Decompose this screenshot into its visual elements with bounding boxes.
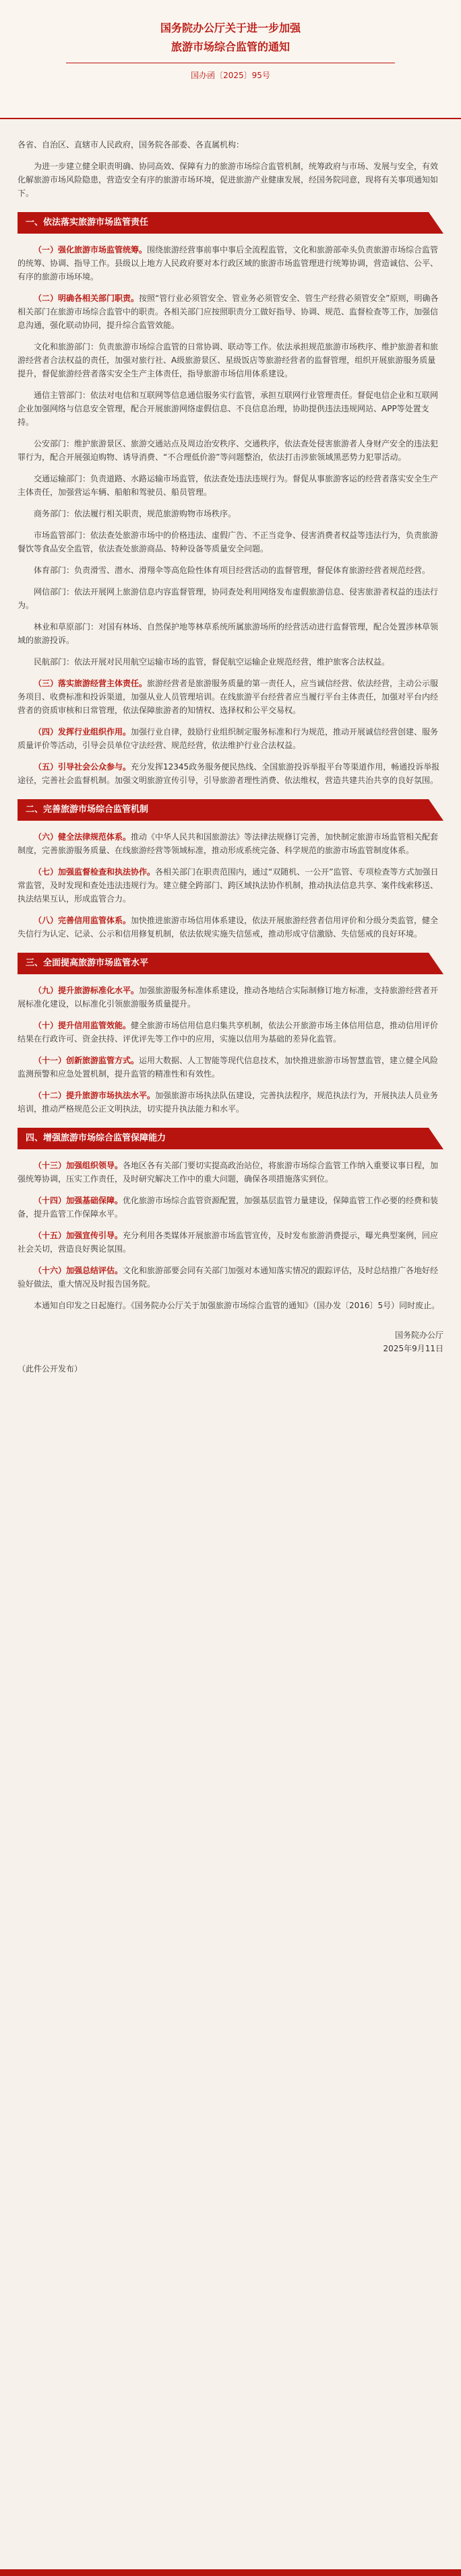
paragraph-text: 充分利用各类媒体开展旅游市场监管宣传，及时发布旅游消费提示，曝光典型案例，回应社会关切，营造良好舆论氛围。 (18, 1231, 439, 1254)
paragraph-lead: （十二）提升旅游市场执法水平。 (34, 1091, 156, 1100)
section-paragraph (18, 1019, 443, 1046)
section-paragraph (18, 914, 443, 941)
section-heading (18, 1128, 443, 1149)
paragraph-text: 文化和旅游部要会同有关部门加强对本通知落实情况的跟踪评估，及时总结推广各地好经验好做法，重大情况及时报告国务院。 (18, 1266, 439, 1289)
section-paragraph (18, 760, 443, 787)
paragraph-text: 加快推进旅游市场信用体系建设，依法开展旅游经营者信用评价和分级分类监管，健全失信行为认定、记录、公示和信用修复机制，依法依规实施失信惩戒，推动形成守信激励、失信惩戒的良好环境。 (18, 916, 439, 939)
paragraph-lead: （二）明确各相关部门职责。 (34, 294, 140, 303)
paragraph-lead: （十一）创新旅游监管方式。 (34, 1056, 140, 1065)
paragraph-text: 林业和草原部门：对国有林场、自然保护地等林草系统所属旅游场所的经营活动进行监督管理，配合处置涉林草领域的旅游投诉。 (18, 622, 439, 645)
section-title: 一、依法落实旅游市场监管责任 (26, 217, 149, 228)
addressee: 各省、自治区、直辖市人民政府，国务院各部委、各直属机构： (18, 140, 245, 149)
section-paragraph (18, 340, 443, 380)
paragraph-text: 网信部门：依法开展网上旅游信息内容监督管理，协同查处利用网络发布虚假旅游信息、侵害旅游者权益的违法行为。 (18, 587, 439, 610)
paragraph-text: 民航部门：依法开展对民用航空运输市场的监管，督促航空运输企业规范经营，维护旅客合法权益。 (34, 657, 390, 667)
paragraph-text: 充分发挥12345政务服务便民热线、全国旅游投诉举报平台等渠道作用，畅通投诉举报途径，完善社会监督机制。加强文明旅游宣传引导，引导旅游者理性消费、依法维权，营造共建共治共享的良好氛围。 (18, 762, 440, 785)
section-paragraph (18, 830, 443, 857)
paragraph-text: 加强行业自律，鼓励行业组织制定服务标准和行为规范，推动开展诚信经营创建、服务质量评价等活动，引导会员单位守法经营、规范经营，依法维护行业合法权益。 (18, 727, 439, 750)
paragraph-text: 旅游经营者是旅游服务质量的第一责任人，应当诚信经营、依法经营，主动公示服务项目、收费标准和投诉渠道，加强从业人员管理培训。在线旅游平台经营者应当履行平台主体责任，加强对平台内经营者的资质审核和日常管理，依法保障旅游者的知情权、选择权和公平交易权。 (18, 679, 439, 715)
document-title-line-2: 旅游市场综合监管的通知 (171, 40, 290, 53)
section-title: 三、全面提高旅游市场监管水平 (26, 958, 149, 968)
section-paragraph (18, 437, 443, 464)
section-paragraph (18, 1229, 443, 1256)
section-paragraph (18, 388, 443, 429)
intro-paragraph: 为进一步建立健全职责明确、协同高效、保障有力的旅游市场综合监管机制，统筹政府与市场、发展与安全，有效化解旅游市场风险隐患，营造安全有序的旅游市场环境，促进旅游产业健康发展，经国务院同意，现将有关事项通知如下。 (18, 162, 439, 198)
section-paragraph (18, 677, 443, 717)
paragraph-text: 交通运输部门：负责道路、水路运输市场监管，依法查处违法违规行为。督促从事旅游客运的经营者落实安全生产主体责任，加强营运车辆、船舶和驾驶员、船员管理。 (18, 474, 439, 497)
section-paragraph (18, 655, 443, 669)
section-corner-decoration (429, 212, 443, 234)
paragraph-lead: （十四）加强基础保障。 (34, 1196, 123, 1205)
paragraph-text: 商务部门：依法履行相关职责，规范旅游购物市场秩序。 (34, 509, 237, 518)
paragraph-lead: （一）强化旅游市场监管统筹。 (34, 245, 148, 255)
section-paragraph (18, 472, 443, 499)
paragraph-lead: （七）加强监督检查和执法协作。 (34, 867, 156, 877)
sections-container (18, 212, 443, 1291)
signature-block (18, 1328, 443, 1355)
paragraph-lead: （五）引导社会公众参与。 (34, 762, 131, 772)
document-header (0, 0, 461, 119)
section-paragraph (18, 564, 443, 577)
paragraph-text: 公安部门：维护旅游景区、旅游交通站点及周边治安秩序、交通秩序，依法查处侵害旅游者人身财产安全的违法犯罪行为，配合开展强迫购物、诱导消费、“不合理低价游”等问题整治，依法打击涉旅领域黑恶势力犯罪活动。 (18, 439, 439, 462)
signature-date: 2025年9月11日 (383, 1344, 443, 1353)
section-paragraph (18, 1054, 443, 1081)
section-corner-decoration (429, 799, 443, 821)
section-corner-decoration (429, 1128, 443, 1149)
section-paragraph (18, 1089, 443, 1116)
paragraph-lead: （四）发挥行业组织作用。 (34, 727, 131, 737)
section-paragraph (18, 725, 443, 752)
section-paragraph (18, 529, 443, 555)
paragraph-text: 优化旅游市场综合监管资源配置，加强基层监管力量建设，保障监管工作必要的经费和装备，提升监管工作保障水平。 (18, 1196, 439, 1219)
section-heading (18, 953, 443, 974)
paragraph-lead: （三）落实旅游经营主体责任。 (34, 679, 148, 688)
section-title: 四、增强旅游市场综合监管保障能力 (26, 1133, 166, 1143)
document-body (0, 119, 461, 1376)
paragraph-text: 推动《中华人民共和国旅游法》等法律法规修订完善，加快制定旅游市场监管相关配套制度，完善旅游服务质量、在线旅游经营等领域标准，推动形成系统完备、科学规范的旅游市场监管制度体系。 (18, 832, 439, 855)
paragraph-lead: （九）提升旅游标准化水平。 (34, 986, 140, 995)
paragraph-text: 运用大数据、人工智能等现代信息技术，加快推进旅游市场智慧监管，建立健全风险监测预警和应急处置机制，提升监管的精准性和有效性。 (18, 1056, 439, 1079)
section-paragraph (18, 1159, 443, 1186)
paragraph-text: 通信主管部门：依法对电信和互联网等信息通信服务实行监管，承担互联网行业管理责任。督促电信企业和互联网企业加强网络与信息安全管理，配合开展旅游网络虚假信息、不良信息治理，协助提供违法违规网站、APP等处置支持。 (18, 391, 439, 427)
bottom-divider (0, 2569, 461, 2576)
paragraph-lead: （十五）加强宣传引导。 (34, 1231, 123, 1240)
paragraph-lead: （十）提升信用监管效能。 (34, 1021, 131, 1030)
paragraph-text: 健全旅游市场信用信息归集共享机制，依法公开旅游市场主体信用信息，推动信用评价结果在行政许可、资金扶持、评优评先等工作中的应用，实施以信用为基础的差异化监管。 (18, 1021, 439, 1044)
section-paragraph (18, 865, 443, 906)
paragraph-text: 围绕旅游经营事前事中事后全流程监管，文化和旅游部牵头负责旅游市场综合监管的统筹、协调、指导工作。县级以上地方人民政府要对本行政区域的旅游市场监管理进行统筹协调，营造诚信、公平、有序的旅游市场环境。 (18, 245, 439, 281)
section-paragraph (18, 585, 443, 612)
section-paragraph (18, 1264, 443, 1291)
paragraph-text: 加强旅游服务标准体系建设，推动各地结合实际制修订地方标准，支持旅游经营者开展标准化建设，以标准化引领旅游服务质量提升。 (18, 986, 439, 1009)
section-paragraph (18, 292, 443, 332)
section-paragraph (18, 507, 443, 520)
section-heading (18, 799, 443, 821)
section-paragraph (18, 1194, 443, 1221)
signature-org: 国务院办公厅 (394, 1330, 443, 1340)
section-heading (18, 212, 443, 234)
paragraph-lead: （十六）加强总结评估。 (34, 1266, 123, 1275)
closing-paragraph: 本通知自印发之日起施行。《国务院办公厅关于加强旅游市场综合监管的通知》（国办发〔2016〕5号）同时废止。 (34, 1301, 440, 1310)
section-paragraph (18, 620, 443, 647)
paragraph-text: 市场监管部门：依法查处旅游市场中的价格违法、虚假广告、不正当竞争、侵害消费者权益等违法行为，负责旅游餐饮等食品安全监管，依法查处旅游商品、特种设备等质量安全问题。 (18, 531, 439, 553)
section-title: 二、完善旅游市场综合监管机制 (26, 805, 149, 815)
public-notice: （此件公开发布） (18, 1364, 83, 1374)
paragraph-text: 按照“管行业必须管安全、管业务必须管安全、管生产经营必须管安全”原则，明确各相关部门在旅游市场综合监管中的职责。各相关部门应按照职责分工做好指导、协调、规范、监督检查等工作，加强信息沟通，强化联动协同，提升综合监管效能。 (18, 294, 439, 330)
paragraph-lead: （六）健全法律规范体系。 (34, 832, 131, 842)
document-title-line-1: 国务院办公厅关于进一步加强 (160, 22, 301, 34)
section-corner-decoration (429, 953, 443, 974)
paragraph-text: 文化和旅游部门：负责旅游市场综合监管的日常协调、联动等工作。依法承担规范旅游市场秩序、维护旅游者和旅游经营者合法权益的责任，加强对旅行社、A级旅游景区、星级饭店等旅游经营者的监督管理，组织开展旅游服务质量提升，督促旅游经营者落实安全生产主体责任，指导旅游市场信用体系建设。 (18, 342, 439, 378)
paragraph-text: 各相关部门在职责范围内，通过“双随机、一公开”监管、专项检查等方式加强日常监管，及时发现和查处违法违规行为。建立健全跨部门、跨区域执法协作机制，推动执法信息共享、案件线索移送、执法结果互认，形成监管合力。 (18, 867, 439, 904)
section-paragraph (18, 243, 443, 283)
paragraph-lead: （八）完善信用监管体系。 (34, 916, 131, 925)
section-paragraph (18, 984, 443, 1011)
paragraph-text: 体育部门：负责滑雪、潜水、滑翔伞等高危险性体育项目经营活动的监督管理，督促体育旅游经营者规范经营。 (34, 566, 431, 575)
paragraph-lead: （十三）加强组织领导。 (34, 1161, 123, 1170)
paragraph-text: 加强旅游市场执法队伍建设，完善执法程序，规范执法行为，开展执法人员业务培训，推动严格规范公正文明执法，切实提升执法能力和水平。 (18, 1091, 439, 1114)
document-number: 国办函〔2025〕95号 (191, 71, 270, 80)
paragraph-text: 各地区各有关部门要切实提高政治站位，将旅游市场综合监管工作纳入重要议事日程，加强统筹协调，压实工作责任，及时研究解决工作中的重大问题，确保各项措施落实到位。 (18, 1161, 439, 1184)
